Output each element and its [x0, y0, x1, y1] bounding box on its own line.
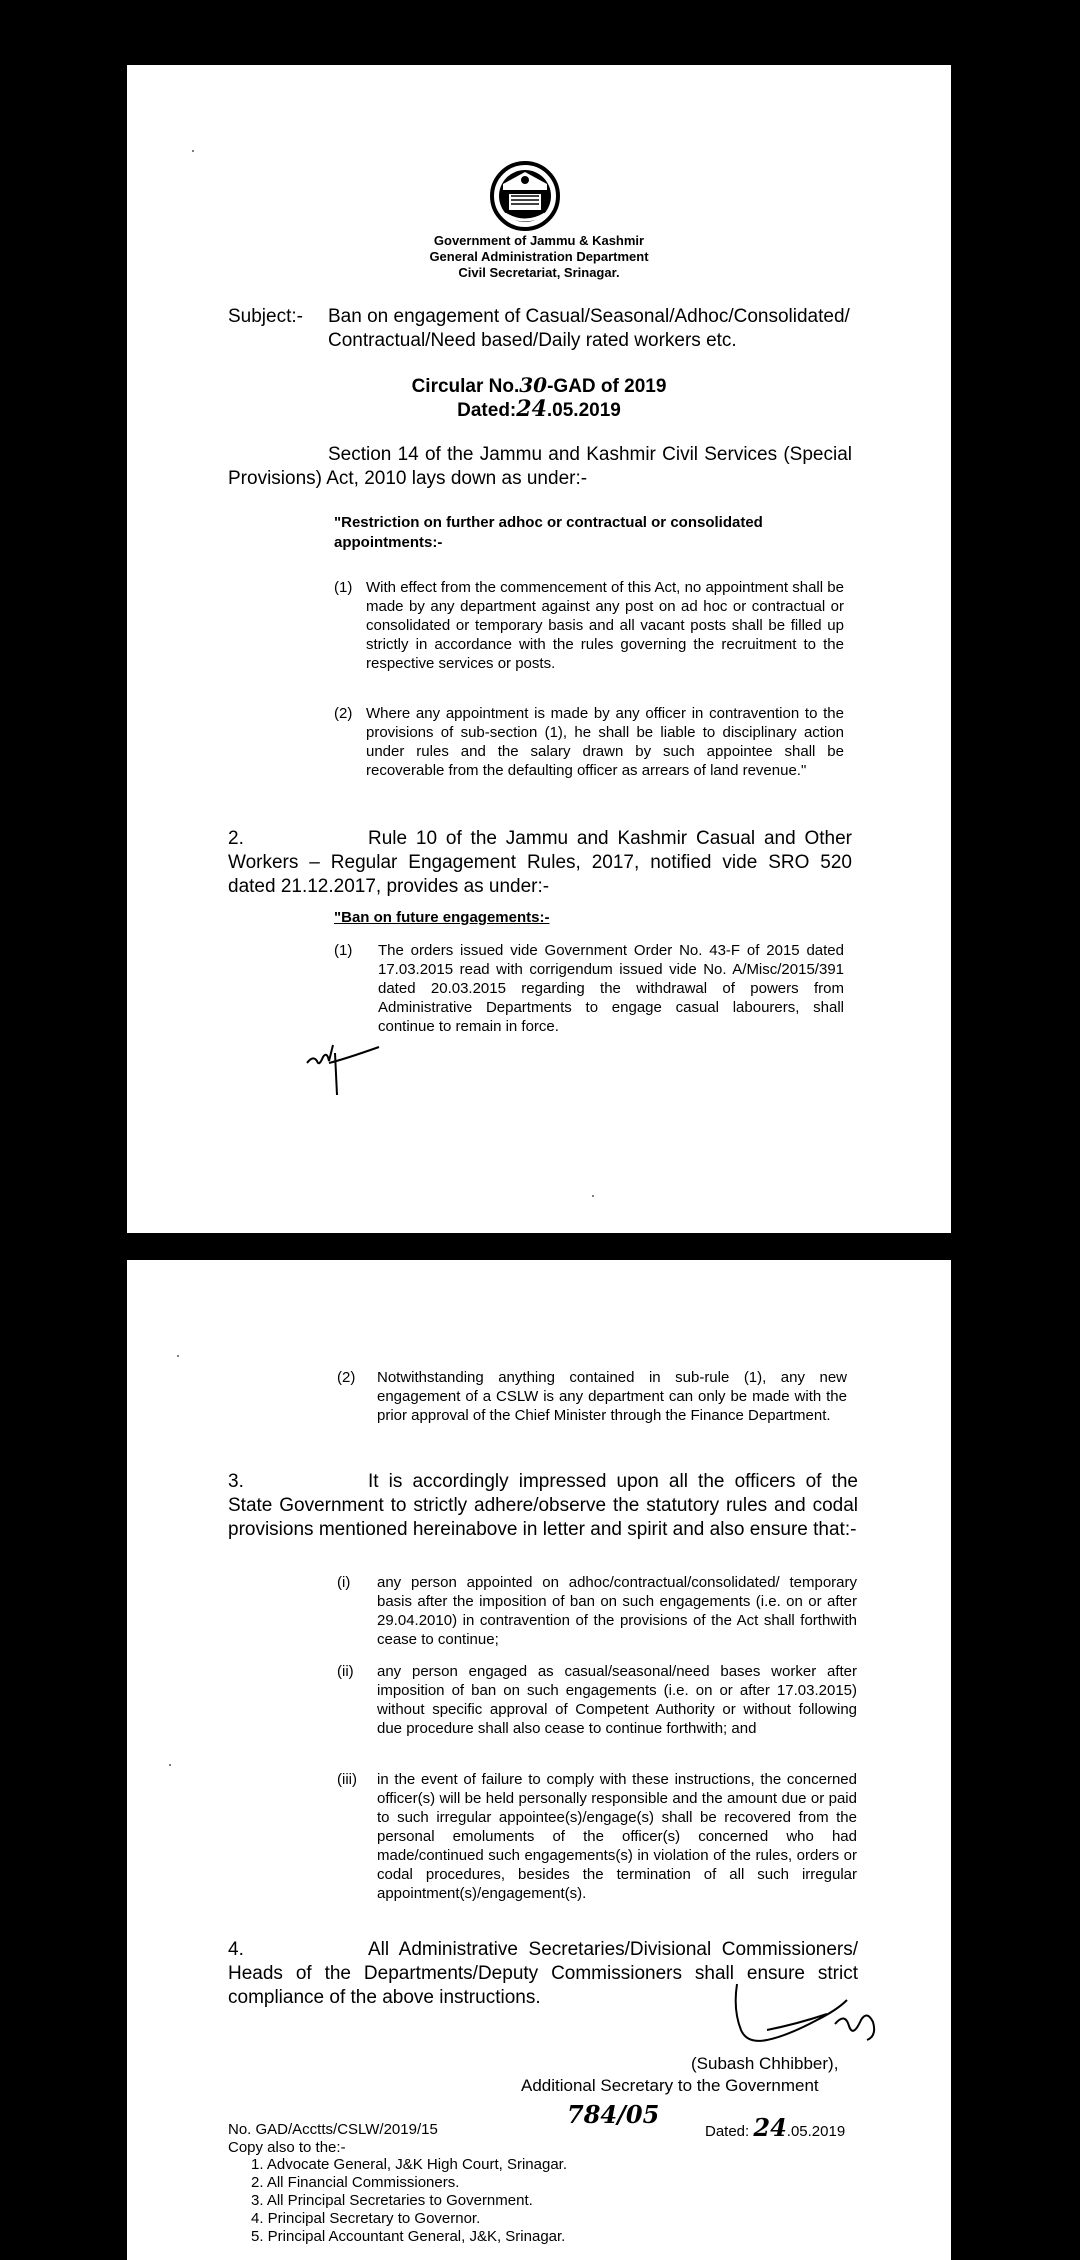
document-page-1	[127, 65, 951, 1233]
copy-list-item: 2. All Financial Commissioners.	[251, 2174, 460, 2191]
officer-signature	[727, 1980, 887, 2060]
state-emblem-logo	[489, 160, 561, 232]
para4-number: 4.	[228, 1939, 244, 1960]
scan-speck	[169, 1764, 171, 1766]
reference-number: No. GAD/Acctts/CSLW/2019/15	[228, 2121, 438, 2138]
copy-heading: Copy also to the:-	[228, 2139, 346, 2156]
subject-line-2: Contractual/Need based/Daily rated workers etc.	[328, 330, 737, 351]
section14-item: (1) With effect from the commencement of this Act, no appointment shall be made by any department against any post on ad hoc or contractual or consolidated or temporary basis and all vacant posts shall be filled up strictly in accordance with the rules governing the recruitment to the respective services or posts.	[334, 579, 844, 672]
rule10-item: (1) The orders issued vide Government Order No. 43-F of 2015 dated 17.03.2015 read with corrigendum issued vide No. A/Misc/2015/391 dated 20.03.2015 regarding the withdrawal of powers from Administrative Departments to engage casual labourers, shall continue to remain in force.	[334, 942, 844, 1035]
circular-number-handwritten: 30	[519, 373, 548, 397]
direction-item: (i) any person appointed on adhoc/contractual/consolidated/ temporary basis after the imposition of ban on such engagements (i.e. on or after 29.04.2010) in contravention of the provisions of the Act shall forthwith cease to continue;	[337, 1574, 857, 1648]
direction-item: (ii) any person engaged as casual/seasonal/need bases worker after imposition of ban on such engagements (i.e. on or after 17.03.2015) without specific approval of Competent Authority or without following due procedure shall also cease to continue forthwith; and	[337, 1663, 857, 1737]
document-page-2	[127, 1260, 951, 2260]
initials-signature	[305, 1037, 383, 1099]
circular-number: Circular No.30-GAD of 2019	[411, 373, 667, 397]
signatory-name: (Subash Chhibber),	[691, 2054, 839, 2073]
copy-list-item: 5. Principal Accountant General, J&K, Srinagar.	[251, 2228, 566, 2245]
para2-number: 2.	[228, 828, 244, 849]
reference-date-handwritten: 24	[753, 2113, 787, 2142]
header-secretariat: Civil Secretariat, Srinagar.	[458, 265, 620, 280]
intro-paragraph: Section 14 of the Jammu and Kashmir Civil Services (Special Provisions) Act, 2010 lays down as under:-	[228, 444, 852, 489]
section14-heading: "Restriction on further adhoc or contractual or consolidated appointments:-	[334, 514, 763, 551]
circular-date-handwritten: 24	[516, 396, 547, 422]
copy-list-item: 3. All Principal Secretaries to Government.	[251, 2192, 533, 2209]
copy-list-item: 4. Principal Secretary to Governor.	[251, 2210, 481, 2227]
para4-text: All Administrative Secretaries/Divisional Commissioners/ Heads of the Departments/Deputy Commissioners shall ensure strict compliance of the above instructions.	[228, 1939, 858, 2008]
reference-handwritten: 784/05	[567, 2100, 660, 2129]
header-department: General Administration Department	[429, 249, 649, 264]
header-government: Government of Jammu & Kashmir	[433, 233, 645, 248]
subject-label: Subject:-	[228, 306, 303, 327]
copy-list-item: 1. Advocate General, J&K High Court, Srinagar.	[251, 2156, 568, 2173]
scan-speck	[177, 1355, 179, 1357]
section14-item: (2) Where any appointment is made by any officer in contravention to the provisions of sub-section (1), he shall be liable to disciplinary action under rules and the salary drawn by such appointee shall be recoverable from the defaulting officer as arrears of land revenue."	[334, 705, 844, 779]
para2-text: Rule 10 of the Jammu and Kashmir Casual and Other Workers – Regular Engagement Rules, 2017, notified vide SRO 520 dated 21.12.2017, provides as under:-	[228, 828, 852, 897]
signatory-title: Additional Secretary to the Government	[521, 2076, 819, 2095]
rule10-item: (2) Notwithstanding anything contained in sub-rule (1), any new engagement of a CSLW is any department can only be made with the prior approval of the Chief Minister through the Finance Department.	[337, 1369, 847, 1424]
scan-speck	[192, 150, 194, 152]
para3-text: It is accordingly impressed upon all the officers of the State Government to strictly adhere/observe the statutory rules and codal provisions mentioned hereinabove in letter and spirit and also ensure that:-	[228, 1471, 858, 1540]
direction-item: (iii) in the event of failure to comply with these instructions, the concerned officer(s) will be held personally responsible and the amount due or paid to such irregular appointee(s)/engage(s) shall be recovered from the personal emoluments of the officer(s) concerned who had made/continued such engagements(s) in violation of the rules, orders or codal procedures, besides the termination of all such irregular appointment(s)/engagement(s).	[337, 1771, 857, 1902]
circular-date: Dated:24.05.2019	[457, 396, 621, 422]
reference-date: Dated: 24.05.2019	[705, 2113, 846, 2142]
para3-number: 3.	[228, 1471, 244, 1492]
subject-line-1: Ban on engagement of Casual/Seasonal/Adhoc/Consolidated/	[328, 306, 850, 327]
ban-heading: "Ban on future engagements:-	[334, 909, 550, 926]
scan-speck	[592, 1195, 594, 1197]
